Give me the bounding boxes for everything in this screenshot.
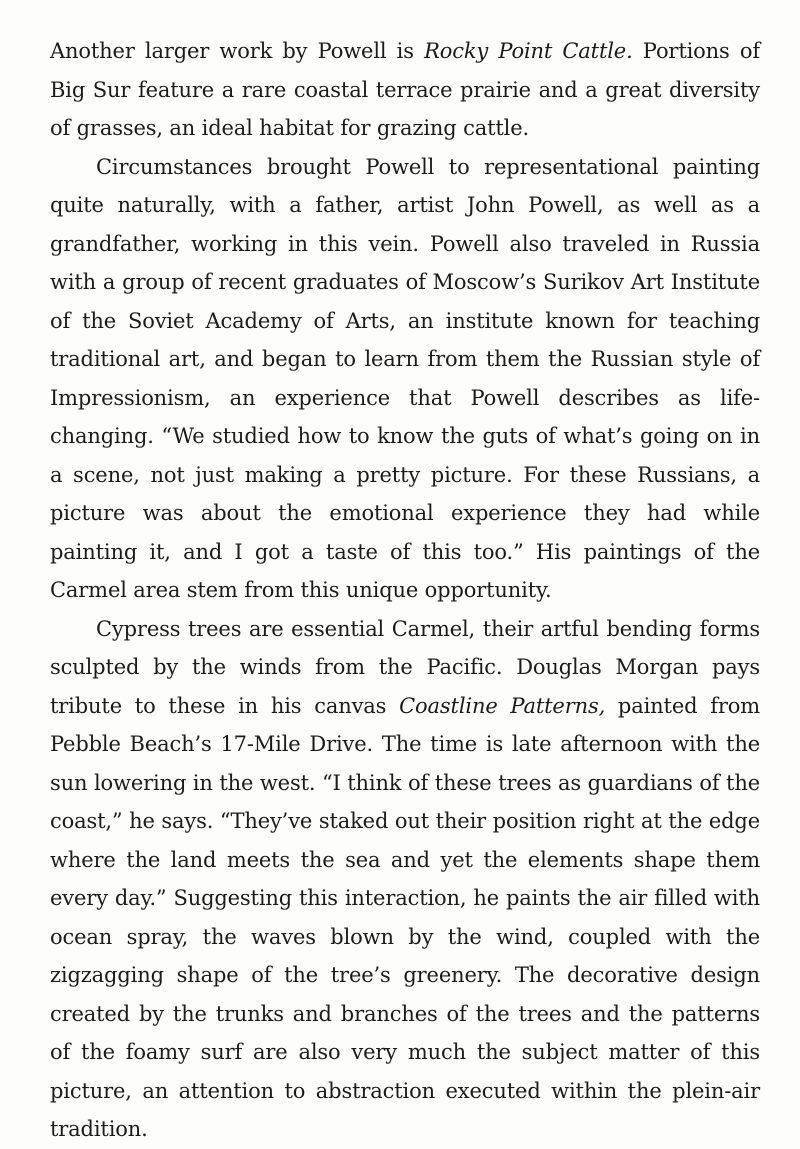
- body-text: Cypress trees are essential Carmel, their artful bending forms sculpted by the winds from the Pacific. Douglas Morgan pays tribute to these in his canvas: [50, 616, 760, 718]
- body-text: Portions of Big Sur feature a rare coastal terrace prairie and a great diversity of grasses, an ideal habitat for grazing cattle.: [50, 39, 760, 140]
- italic-title-text: Rocky Point Cattle.: [424, 39, 633, 63]
- paragraph-2: [50, 148, 760, 610]
- body-text: Circumstances brought Powell to representational painting quite naturally, with a father, artist John Powell, as well as a grandfather, working in this vein. Powell also traveled in Russia with a group of recent graduates of Moscow’s Surikov Art Institute of the Soviet Academy of Arts, an institute known for teaching traditional art, and began to learn from them the Russian style of Impressionism, an experience that Powell describes as life-changing. “We studied how to know the guts of what’s going on in a scene, not just making a pretty picture. For these Russians, a picture was about the emotional experience they had while painting it, and I got a taste of this too.” His paintings of the Carmel area stem from this unique opportunity.: [50, 154, 760, 602]
- italic-title-text: Coastline Patterns,: [399, 693, 606, 718]
- body-text: painted from Pebble Beach’s 17-Mile Drive. The time is late afternoon with the sun lowering in the west. “I think of these trees as guardians of the coast,” he says. “They’ve staked out their position right at the edge where the land meets the sea and yet the elements shape them every day.” Suggesting this interaction, he paints the air filled with ocean spray, the waves blown by the wind, coupled with the zigzagging shape of the tree’s greenery. The decorative design created by the trunks and branches of the trees and the patterns of the foamy surf are also very much the subject matter of this picture, an attention to abstraction executed within the plein-air tradition.: [50, 693, 760, 1141]
- body-text: Another larger work by Powell is: [50, 39, 425, 63]
- paragraph-3: [50, 610, 760, 1149]
- paragraph-1: [50, 32, 760, 148]
